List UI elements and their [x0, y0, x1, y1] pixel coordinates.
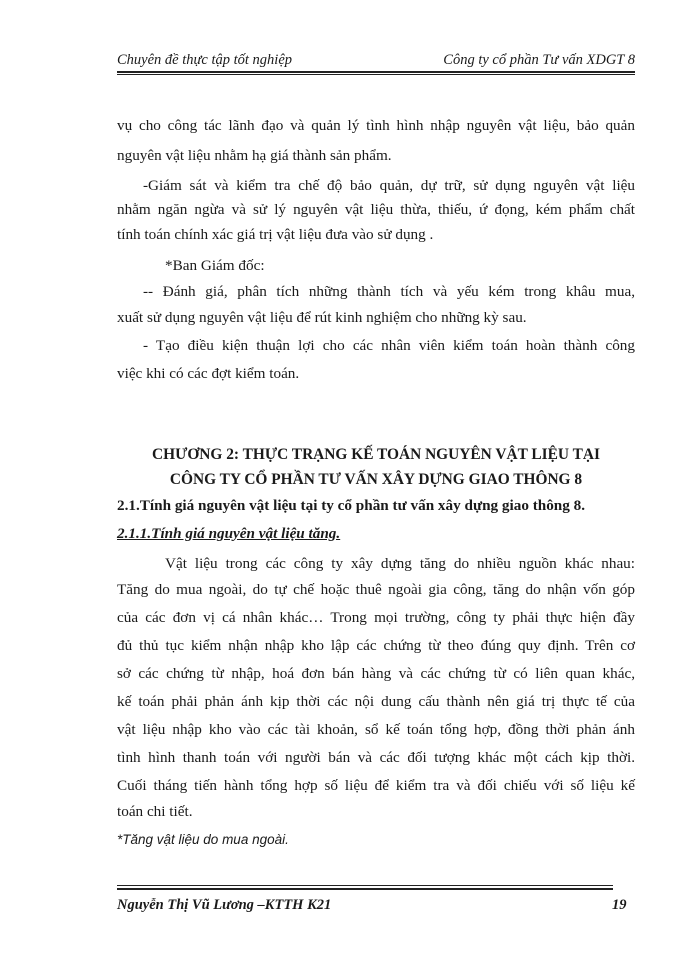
body-line: việc khi có các đợt kiểm toán. [117, 365, 300, 382]
body-line: - Tạo điều kiện thuận lợi cho các nhân viên kiểm toán hoàn thành công [143, 337, 635, 354]
chapter-title-line-1: CHƯƠNG 2: THỰC TRẠNG KẾ TOÁN NGUYÊN VẬT LIỆU TẠI [152, 446, 600, 463]
body-line: nhằm ngăn ngừa và sử lý nguyên vật liệu thừa, thiếu, ứ đọng, kém phẩm chất [117, 201, 635, 218]
para-line: kế toán phải phản ánh kịp thời các nội dung cấu thành nên giá trị thực tế của [117, 693, 635, 710]
header-right-title: Công ty cổ phần Tư vấn XDGT 8 [443, 52, 635, 68]
para-line: đủ thủ tục kiểm nhận nhập kho lập các chứng từ theo đúng quy định. Trên cơ [117, 637, 635, 654]
footer-rule [117, 888, 613, 890]
para-line: vật liệu nhập kho vào các tài khoản, sổ kế toán tổng hợp, đồng thời phản ánh [117, 721, 635, 738]
para-line: sở các chứng từ nhập, hoá đơn bán hàng và các chứng từ có liên quan khác, [117, 665, 635, 682]
para-line: của các đơn vị cá nhân khác… Trong mọi trường, công ty phải thực hiện đầy [117, 609, 635, 626]
body-line: xuất sử dụng nguyên vật liệu để rút kinh nghiệm cho những kỳ sau. [117, 309, 527, 326]
para-line: tình hình thanh toán với người bán và các đối tượng khác một cách kịp thời. [117, 749, 635, 766]
page-header [117, 50, 635, 70]
body-line: -- Đánh giá, phân tích những thành tích và yếu kém trong khâu mua, [143, 283, 635, 300]
para-line: toán chi tiết. [117, 803, 193, 820]
body-line: vụ cho công tác lãnh đạo và quản lý tình hình nhập nguyên vật liệu, bảo quản [117, 117, 635, 134]
footer-author: Nguyễn Thị Vũ Lương –KTTH K21 [117, 897, 332, 913]
section-heading: 2.1.Tính giá nguyên vật liệu tại ty cổ phần tư vấn xây dựng giao thông 8. [117, 497, 586, 514]
header-rule-thin [117, 74, 635, 75]
note-line: *Tăng vật liệu do mua ngoài. [117, 832, 289, 847]
body-line: -Giám sát và kiểm tra chế độ bảo quản, dự trữ, sử dụng nguyên vật liệu [143, 177, 635, 194]
header-left-title: Chuyên đề thực tập tốt nghiệp [117, 52, 293, 68]
chapter-title-line-2: CÔNG TY CỔ PHẦN TƯ VẤN XÂY DỰNG GIAO THÔNG 8 [169, 471, 583, 488]
para-line: Cuối tháng tiến hành tổng hợp số liệu để kiểm tra và đối chiếu với số liệu kế [117, 777, 635, 794]
subsection-heading: 2.1.1.Tính giá nguyên vật liệu tăng. [117, 525, 341, 542]
body-line: nguyên vật liệu nhằm hạ giá thành sản phẩm. [117, 147, 392, 164]
para-line: Vật liệu trong các công ty xây dựng tăng do nhiều nguồn khác nhau: [165, 555, 635, 572]
body-line: tính toán chính xác giá trị vật liệu đưa vào sử dụng . [117, 226, 434, 243]
page-number: 19 [612, 897, 627, 913]
para-line: Tăng do mua ngoài, do tự chế hoặc thuê ngoài gia công, tăng do nhận vốn góp [117, 581, 635, 598]
footer-rule-thin [117, 885, 613, 886]
header-rule [117, 71, 635, 73]
body-line: *Ban Giám đốc: [165, 257, 265, 274]
